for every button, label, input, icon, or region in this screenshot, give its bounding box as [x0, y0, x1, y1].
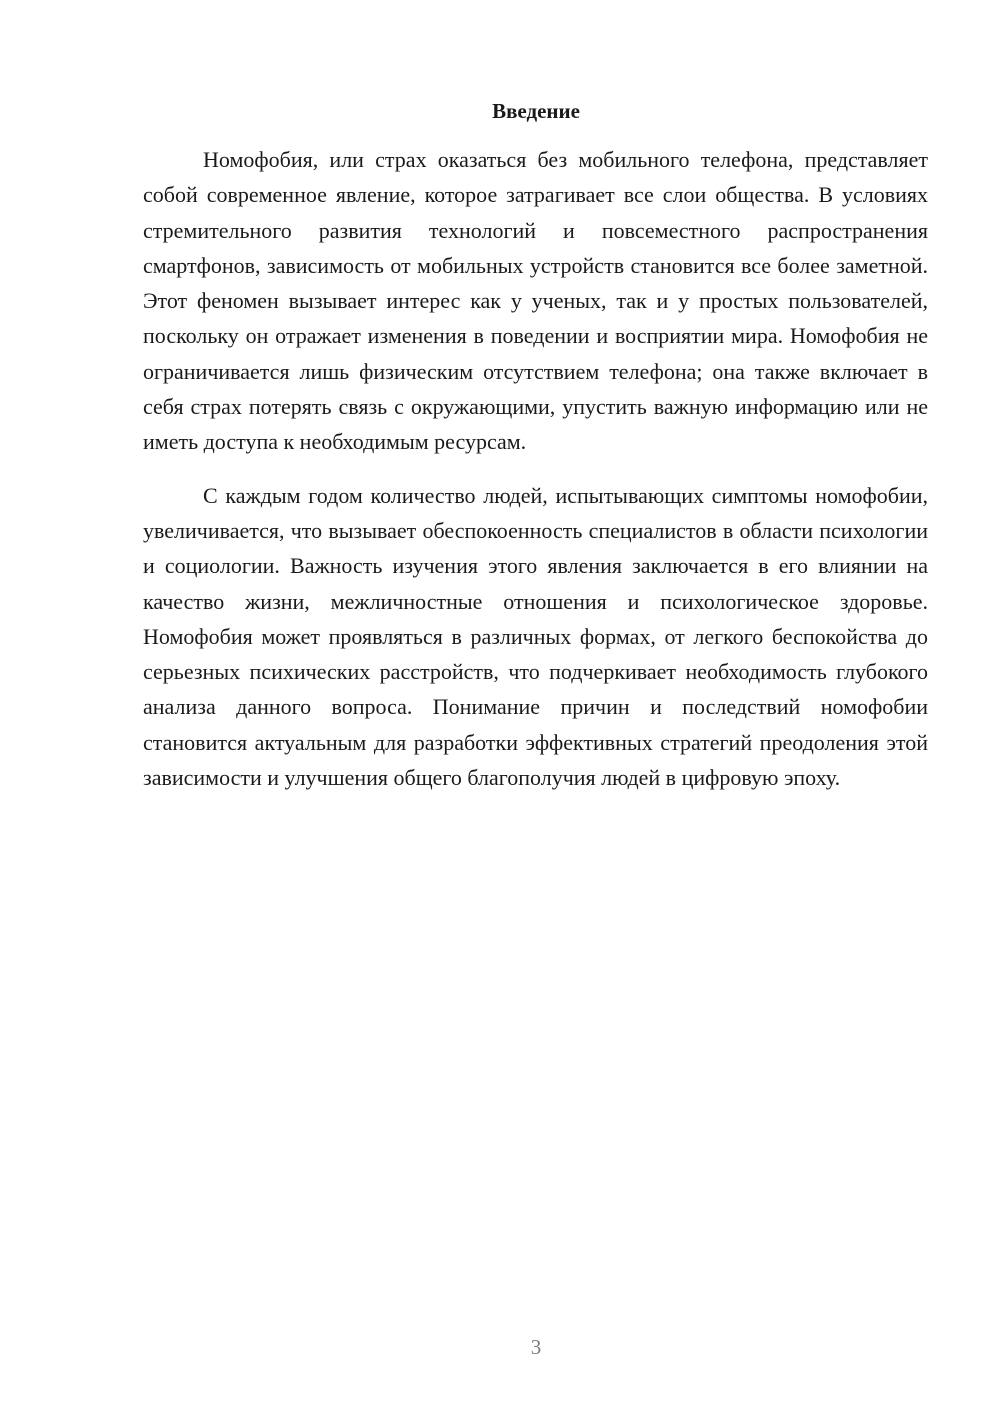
section-title: Введение	[492, 99, 580, 123]
page-number: 3	[530, 1335, 542, 1359]
paragraph-1: Номофобия, или страх оказаться без мобильного телефона, представляет собой современное явление, которое затрагивает все слои общества. В условиях стремительного развития технологий и повсеместного распространения смартфонов, зависимость от мобильных устройств становится все более заметной. Этот феномен вызывает интерес как у ученых, так и у простых пользователей, поскольку он отражает изменения в поведении и восприятии мира. Номофобия не ограничивается лишь физическим отсутствием телефона; она также включает в себя страх потерять связь с окружающими, упустить важную информацию или не иметь доступа к необходимым ресурсам.	[143, 147, 928, 455]
paragraph-2: С каждым годом количество людей, испытывающих симптомы номофобии, увеличивается, что вызывает обеспокоенность специалистов в области психологии и социологии. Важность изучения этого явления заключается в его влиянии на качество жизни, межличностные отношения и психологическое здоровье. Номофобия может проявляться в различных формах, от легкого беспокойства до серьезных психических расстройств, что подчеркивает необходимость глубокого анализа данного вопроса. Понимание причин и последствий номофобии становится актуальным для разработки эффективных стратегий преодоления этой зависимости и улучшения общего благополучия людей в цифровую эпоху.	[143, 482, 928, 791]
body-text	[143, 142, 928, 795]
